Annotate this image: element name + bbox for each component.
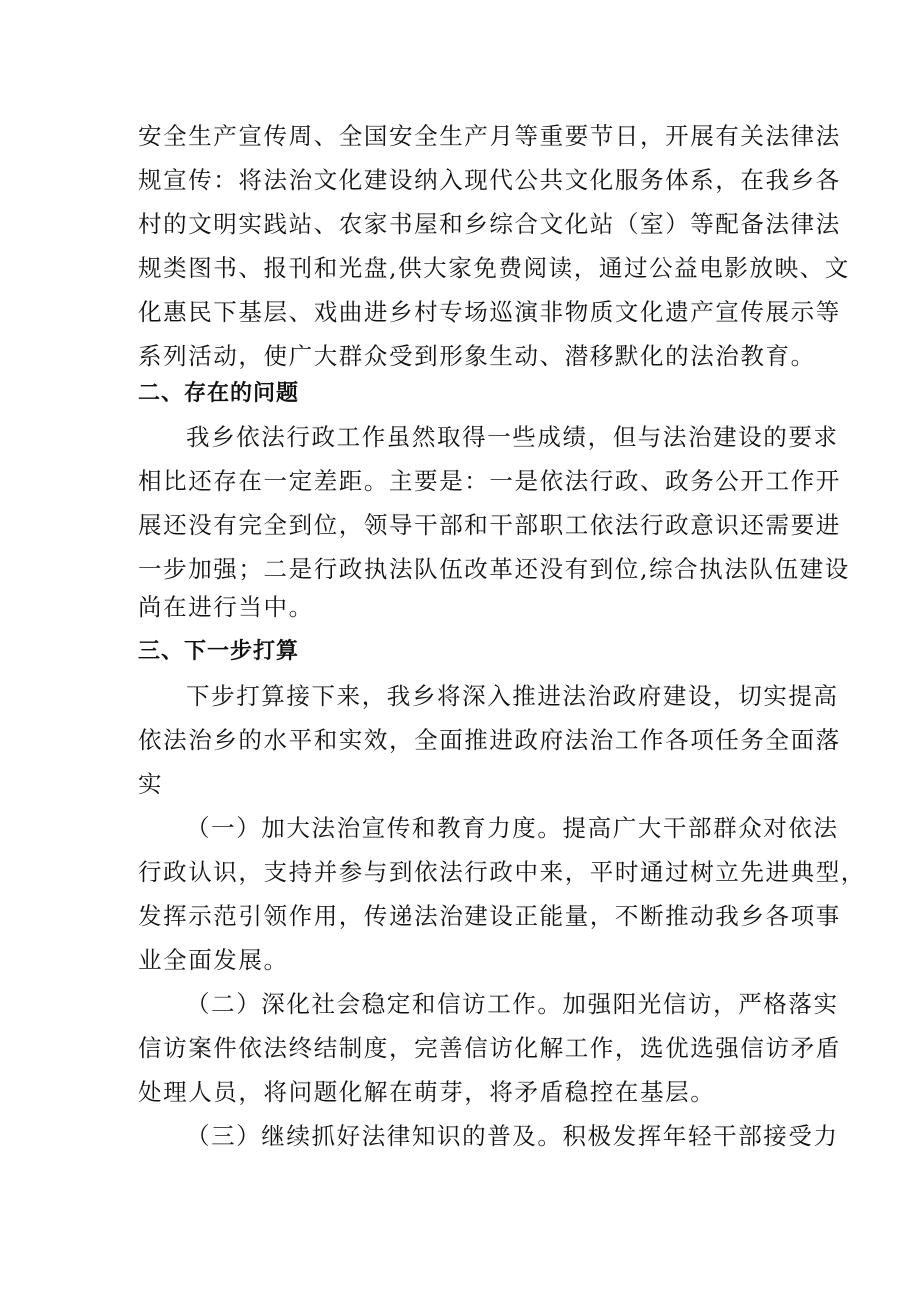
p3-line-3: 实: [138, 770, 164, 798]
p4-line-4: 业全面发展。: [138, 946, 289, 974]
p3-line-1: 下步打算接下来，我乡将深入推进法治政府建设，切实提高: [186, 682, 839, 710]
p2-line-4: 一步加强；二是行政执法队伍改革还没有到位,综合执法队伍建设: [138, 555, 850, 583]
p1-line-5: 化惠民下基层、戏曲进乡村专场巡演非物质文化遗产宣传展示等: [138, 298, 841, 326]
p2-line-1: 我乡依法行政工作虽然取得一些成绩，但与法治建设的要求: [186, 423, 839, 451]
p6-line-1: （三）继续抓好法律知识的普及。积极发挥年轻干部接受力: [186, 1122, 839, 1150]
p4-line-2: 行政认识，支持并参与到依法行政中来，平时通过树立先进典型，: [138, 858, 866, 886]
p4-line-3: 发挥示范引领作用，传递法治建设正能量，不断推动我乡各项事: [138, 902, 841, 930]
p2-line-2: 相比还存在一定差距。主要是：一是依法行政、政务公开工作开: [138, 467, 841, 495]
p4-line-1: （一）加大法治宣传和教育力度。提高广大干部群众对依法: [186, 814, 839, 842]
p5-line-1: （二）深化社会稳定和信访工作。加强阳光信访，严格落实: [186, 990, 839, 1018]
section-heading-next-steps: 三、下一步打算: [138, 639, 300, 664]
p1-line-4: 规类图书、报刊和光盘,供大家免费阅读，通过公益电影放映、文: [138, 254, 850, 282]
p3-line-2: 依法治乡的水平和实效，全面推进政府法治工作各项任务全面落: [138, 726, 841, 754]
p2-line-5: 尚在进行当中。: [138, 593, 314, 621]
p2-line-3: 展还没有完全到位，领导干部和干部职工依法行政意识还需要进: [138, 511, 841, 539]
p5-line-3: 处理人员，将问题化解在萌芽，将矛盾稳控在基层。: [138, 1078, 716, 1106]
p1-line-2: 规宣传：将法治文化建设纳入现代公共文化服务体系，在我乡各: [138, 166, 841, 194]
p1-line-6: 系列活动，使广大群众受到形象生动、潜移默化的法治教育。: [138, 342, 816, 370]
section-heading-problems: 二、存在的问题: [138, 381, 300, 406]
p1-line-1: 安全生产宣传周、全国安全生产月等重要节日，开展有关法律法: [138, 122, 841, 150]
p5-line-2: 信访案件依法终结制度，完善信访化解工作，选优选强信访矛盾: [138, 1034, 841, 1062]
p1-line-3: 村的文明实践站、农家书屋和乡综合文化站（室）等配备法律法: [138, 210, 841, 238]
